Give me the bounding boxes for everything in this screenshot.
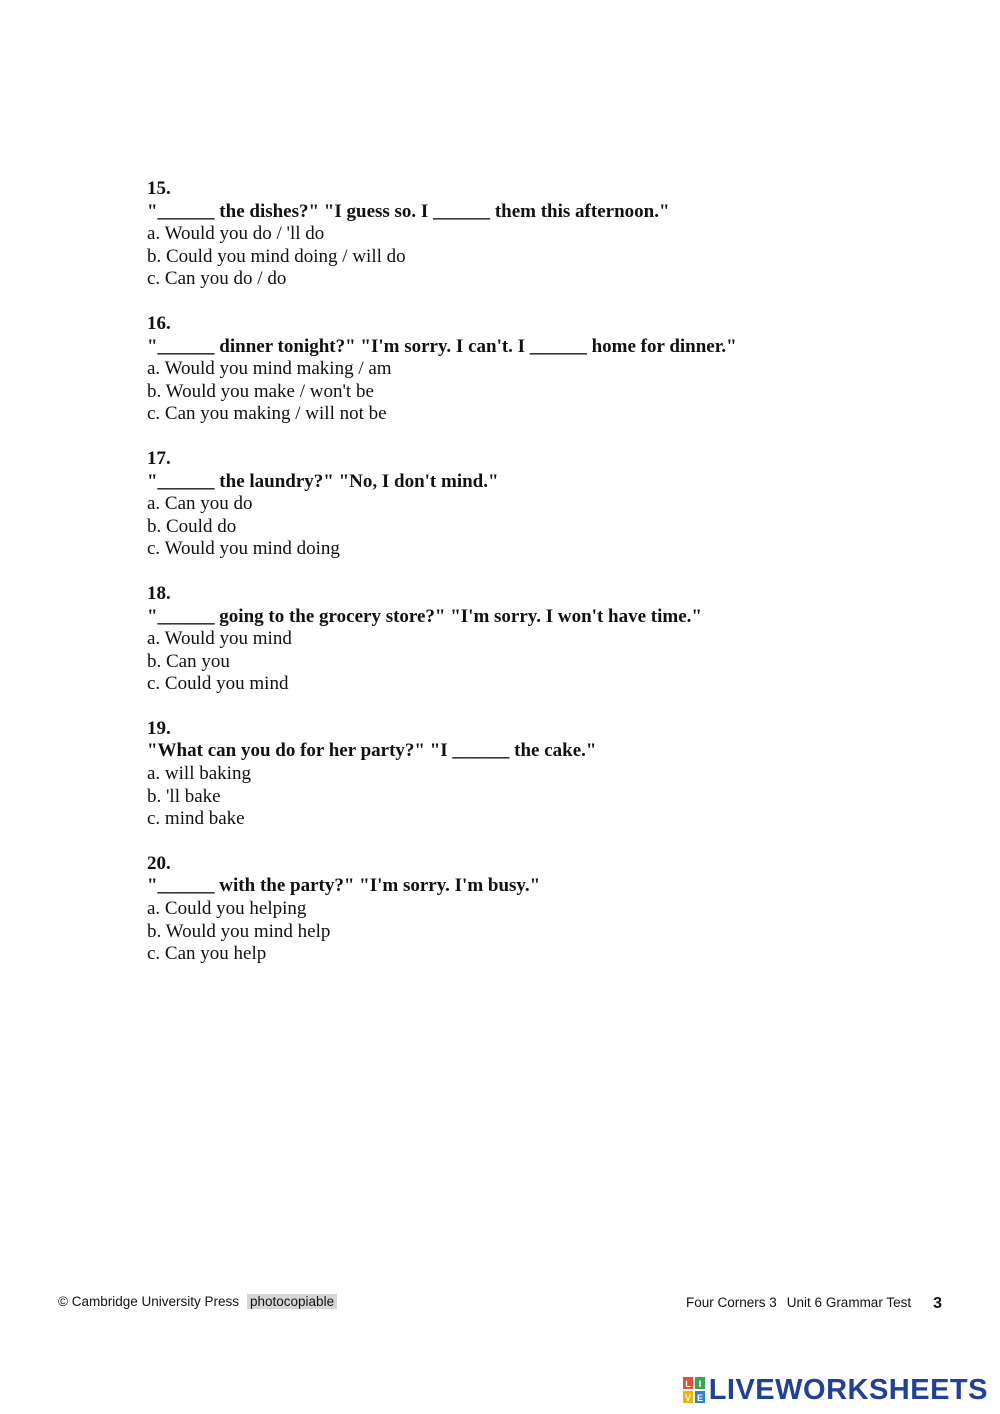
option-b: b. Would you mind help [147,920,331,942]
option-a: a. Would you mind making / am [147,358,392,380]
option-b: b. Could do [147,515,237,537]
book-title: Four Corners 3 [686,1295,777,1310]
question-list [147,178,907,988]
question-18 [147,583,907,696]
question-number: 17. [147,447,171,469]
option-a: a. Could you helping [147,898,307,920]
page-number: 3 [933,1295,942,1312]
page-footer [58,1292,942,1314]
question-stem: "______ going to the grocery store?" "I'm sorry. I won't have time." [147,605,702,627]
question-stem: "What can you do for her party?" "I ______ the cake." [147,740,597,762]
copyright-text: © Cambridge University Press [58,1294,239,1309]
option-a: a. will baking [147,763,251,785]
question-number: 15. [147,178,171,199]
footer-right [686,1294,942,1312]
option-b: b. 'll bake [147,785,221,807]
option-c: c. Could you mind [147,673,289,695]
test-title: Unit 6 Grammar Test [786,1295,912,1310]
option-b: b. Could you mind doing / will do [147,245,406,267]
question-17 [147,448,907,561]
option-c: c. Can you do / do [147,268,287,290]
liveworksheets-logo-icon [683,1377,705,1403]
brand-name: LIVEWORKSHEETS [708,1373,988,1406]
option-c: c. mind bake [147,808,245,830]
svg-text:I: I [698,1379,701,1389]
liveworksheets-brand [683,1372,988,1408]
option-a: a. Would you do / 'll do [147,223,325,245]
question-15 [147,178,907,291]
question-number: 20. [147,852,171,874]
option-b: b. Can you [147,650,230,672]
question-number: 18. [147,582,171,604]
svg-text:V: V [684,1393,691,1403]
option-a: a. Can you do [147,493,253,515]
option-c: c. Can you making / will not be [147,403,387,425]
question-number: 16. [147,312,171,334]
svg-text:E: E [696,1393,703,1403]
question-stem: "______ the dishes?" "I guess so. I ______ them this afternoon." [147,200,670,222]
question-number: 19. [147,717,171,739]
option-a: a. Would you mind [147,628,292,650]
question-stem: "______ the laundry?" "No, I don't mind." [147,470,499,492]
question-16 [147,313,907,426]
option-b: b. Would you make / won't be [147,380,374,402]
photocopiable-label: photocopiable [247,1294,337,1309]
footer-left [58,1294,337,1309]
option-c: c. Can you help [147,943,267,965]
question-stem: "______ with the party?" "I'm sorry. I'm busy." [147,875,541,897]
question-stem: "______ dinner tonight?" "I'm sorry. I can't. I ______ home for dinner." [147,335,737,357]
question-20 [147,853,907,966]
question-19 [147,718,907,831]
svg-text:L: L [684,1379,691,1389]
option-c: c. Would you mind doing [147,538,340,560]
